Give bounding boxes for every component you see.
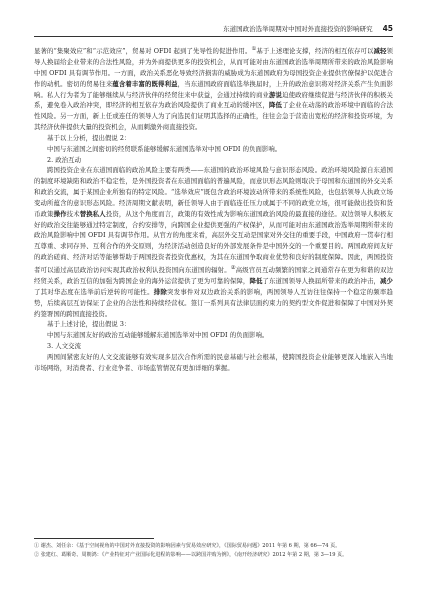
hypothesis-intro-3: 基于上述讨论，提出假说 3： — [47, 320, 131, 329]
running-header — [34, 24, 393, 37]
paragraph-1: 显著的“集聚效应”和“示范效应”，贸易对 OFDI 起到了先导性的促进作用。①基于上述理论支撑，经济的相互依存可以减轻领导人换届给企业带来的合法性风险，并为外商提供更多的投资机会，从而可能对由东道国政治选举周期所带来的政治风险影响中国 OFDI 具有调节作用。一方面，政治关系恶化导致经济损害的威胁成为东道国政府为母国投资企业提供官僚保护以促进合作的动机。密切的贸易往来蕴含着丰富的既得利益，当东道国政府面临选举换届时，上升的政治意识将对经济关系产生负面影响。私人行为者为了能够继续从与经济伙伴的经贸往来中获益，会通过持续的商业游说迫使政府继续促进与经济伙伴的积极关系，避免卷入政治冲突，即经济的相互依存为政治风险提供了商业互动的缓冲区，降低了企业在动荡的政治环境中面临的合法性风险。另一方面，新上任或连任的领导人为了向选民们证明其选择的正确性，往往会急于营造出宽松的经济和投资环境，为其经济伙伴提供大量的投资机会，从而刺激外商直接投资。 — [34, 46, 393, 132]
footnote-divider — [34, 538, 154, 539]
running-title: 东道国政治选举周期对中国对外直接投资的影响研究 — [223, 25, 373, 33]
footnote-1: ① 谢杰、刘任余：《基于空间视角的中国对外直接投资的影响因素与贸易效应研究》，《国际贸易问题》2011 年第 6 期，第 66—74 页。 — [34, 543, 341, 549]
paragraph-3: 两国间紧密友好的人文交流能够有效实现多层次合作所需的民意基础与社会根基，使跨国投资企业能够更深入地嵌入当地市场网络，对消费者、行业竞争者、市场监管情况有更加详细的掌握。 — [34, 352, 393, 372]
hypothesis-3: 中国与东道国友好的政治互动能够缓解东道国选举对中国 OFDI 的负面影响。 — [47, 331, 269, 340]
footnote-ref-2[interactable]: ② — [230, 265, 236, 271]
hypothesis-intro-2: 基于以上分析，提出假说 2： — [47, 133, 131, 142]
paragraph-2: 跨国投资企业在东道国面临的政治风险主要有两类——东道国的政治环境风险与意识形态风险。政治环境风险源自东道国的制度环境缺陷和政治不稳定性，是外国投资者在东道国面临的普遍风险，而意识形态风险则取决于母国和东道国的外交关系和政治交流，属于某国企业所独有的特定风险。“选举效应”既包含政治环境波动所带来的系统性风险，也包括领导人执政立场变动所蕴含的意识形态风险。经济周期文献表明，新任领导人由于面临连任压力或属于不同的政党立场，很可能做出投资和货币政策操作技术替换私人投资，从这个角度而言，政策的有效性成为影响东道国政治风险的最直接的途径。双边领导人积极友好的政治交往能够通过特定制度，合约安排等，向跨国企业提供更强的产权保护，从而可能对由东道国政治选举周期所带来的政治风险影响中国 OFDI 具有调节作用。从官方的角度来看，高层外交互动是国家对外交往的重要手段，中国政府一贯奉行相互尊重、求同存异、互利合作的外交原则，为经济活动创造良好的外部发展条件是中国外交的一个重要目的。两国政府间友好的政治磋商、经济对话等能够帮助于两国投资者投资优惠权，为其在东道国争取商业优势和良好的制度保障。因此，两国投资者可以通过高层政治访问实现其政治权利认投资国向东道国的辐射。②高级官员互动频繁的国家之间通常存在更为和谐的双边经贸关系，政治互信的加强为跨国企业的海外运营提供了更为可靠的保障，降低了东道国领导人换届所带来的政治冲击，减少了其对华态度在选举前后逆转的可能性。排除突发事件对双边政治关系的影响，两国领导人互访往往保持一个稳定的频率趋势，后续高层互访保证了企业的合法性和持续经营权。签订一系列具有法律层面约束力的契约型文件促进和保障了中国对外契约签署国的跨国直接投资。 — [34, 166, 394, 318]
footnote-ref-1[interactable]: ① — [251, 46, 257, 52]
page-number: 45 — [382, 24, 393, 33]
footnote-2: ② 张建红、葛顺奇、周朝鸿：《产业特征对产业国际化进程的影响——以跨国并购为例》，《南开经济研究》2012 年第 2 期，第 3—19 页。 — [34, 552, 348, 558]
body-text — [34, 44, 393, 374]
hypothesis-2: 中国与东道国之间密切的经贸联系能够缓解东道国选举对中国 OFDI 的负面影响。 — [47, 144, 282, 153]
footnotes — [34, 542, 393, 560]
section-heading-2: 2. 政治互动 — [47, 155, 82, 164]
section-heading-3: 3. 人文交流 — [47, 342, 82, 351]
